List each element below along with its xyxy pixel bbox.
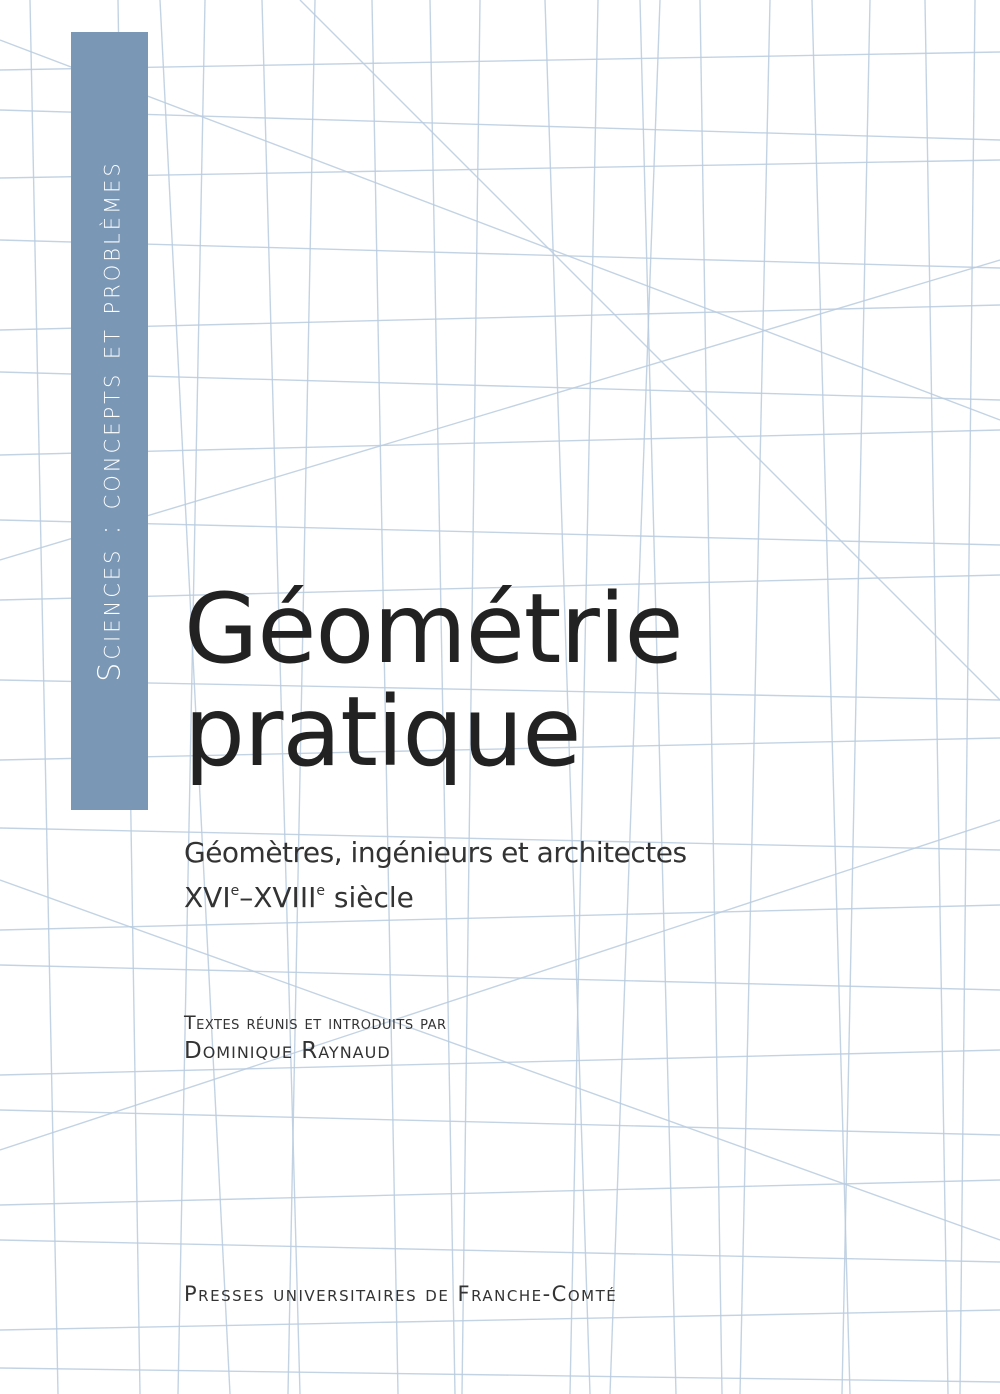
century-end-superscript: e xyxy=(316,883,325,899)
book-subtitle: Géomètres, ingénieurs et architectes xyxy=(184,836,687,869)
editor-name: Dominique Raynaud xyxy=(184,1038,391,1064)
series-band xyxy=(71,32,148,810)
book-title xyxy=(184,573,784,788)
century-end: XVIII xyxy=(253,881,317,914)
book-title-line-1: Géométrie xyxy=(184,573,683,685)
century-range xyxy=(184,881,414,914)
century-start-superscript: e xyxy=(230,883,240,899)
editor-intro: Textes réunis et introduits par xyxy=(184,1012,447,1034)
century-start: XVI xyxy=(184,881,231,914)
series-title: Sciences : concepts et problèmes xyxy=(92,160,127,682)
century-word: siècle xyxy=(324,881,414,914)
book-title-line-2: pratique xyxy=(184,675,581,788)
publisher-name: Presses universitaires de Franche-Comté xyxy=(184,1282,618,1306)
century-separator: – xyxy=(239,881,254,914)
